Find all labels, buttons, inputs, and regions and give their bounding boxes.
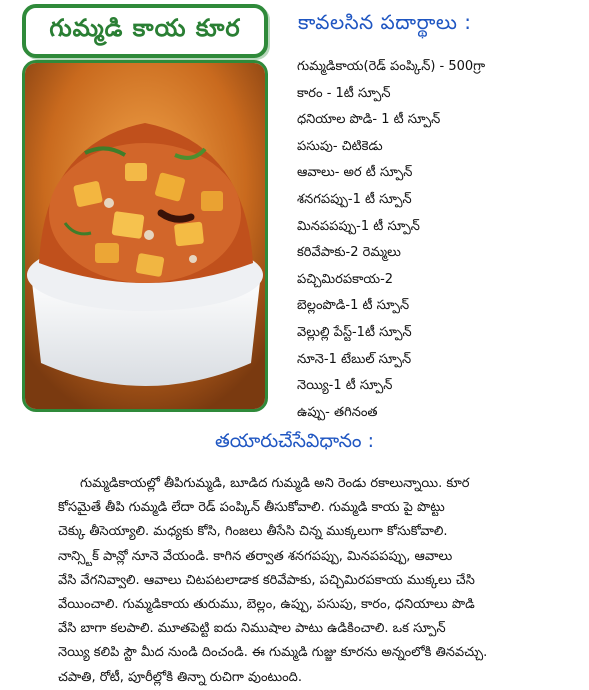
ingredient-item: నూనె-1 టేబుల్ స్పూన్	[297, 351, 412, 367]
ingredient-item: ఉప్పు- తగినంత	[297, 404, 378, 420]
method-line: చెక్కు తీసెయ్యాలి. మధ్యకు కోసి, గింజలు తీసేసి చిన్న ముక్కలుగా కోసుకోవాలి.	[58, 524, 448, 540]
method-line: వేసి వేగనివ్వాలి. ఆవాలు చిటపటలాడాక కరివేపాకు, పచ్చిమిరపకాయ ముక్కలు చేసి	[58, 572, 475, 588]
ingredient-item: శనగపప్పు-1 టీ స్పూన్	[297, 191, 412, 207]
ingredient-item: వెల్లుల్లి పేస్ట్-1టీ స్పూన్	[297, 324, 412, 340]
ingredient-item: కారం - 1టీ స్పూన్	[297, 85, 391, 101]
ingredient-item: ధనియాల పొడి- 1 టీ స్పూన్	[297, 112, 441, 128]
method-line: నెయ్యి కలిపి స్టౌ మీద నుండి దించండి. ఈ గుమ్మడి గుజ్జు కూరను అన్నంలోకి తినవచ్చు.	[58, 645, 488, 661]
recipe-title: గుమ్మడి కాయ కూర	[49, 14, 241, 42]
ingredient-item: నెయ్యి-1 టీ స్పూన్	[297, 378, 393, 394]
method-paragraph	[58, 472, 586, 690]
curry-bowl-image	[25, 63, 265, 409]
ingredient-item: ఆవాలు- అర టీ స్పూన్	[297, 165, 413, 181]
method-line: కోసమైతే తీపి గుమ్మడి లేదా రెడ్ పంప్కిన్ తీసుకోవాలి. గుమ్మడి కాయ పై పొట్టు	[58, 500, 445, 516]
method-line: నాన్స్టిక్ పాన్లో నూనె వేయండి. కాగిన తర్వాత శనగపప్పు, మినపపప్పు, ఆవాలు	[58, 548, 453, 564]
method-heading: తయారుచేసేవిధానం :	[214, 430, 375, 452]
ingredient-item: పచ్చిమిరపకాయ-2	[297, 271, 394, 287]
ingredient-item: కరివేపాకు-2 రెమ్మలు	[297, 245, 401, 261]
recipe-title-box	[22, 4, 268, 58]
ingredient-item: గుమ్మడికాయ(రెడ్ పంప్కిన్) - 500గ్రా	[297, 59, 486, 74]
ingredient-item: పసుపు- చిటికెడు	[297, 138, 383, 154]
ingredients-heading: కావలసిన పదార్థాలు :	[298, 10, 472, 34]
method-line: వేయించాలి. గుమ్మడికాయ తురుము, బెల్లం, ఉప్పు, పసుపు, కారం, ధనియాలు పొడి	[58, 596, 475, 612]
ingredients-list	[297, 54, 485, 426]
dish-photo	[22, 60, 268, 412]
method-line: గుమ్మడికాయల్లో తీపిగుమ్మడి, బూడిద గుమ్మడి అని రెండు రకాలున్నాయి. కూర	[80, 476, 470, 491]
ingredient-item: బెల్లంపొడి-1 టీ స్పూన్	[297, 298, 410, 314]
method-line: వేసి బాగా కలపాలి. మూతపెట్టి ఐదు నిముషాల పాటు ఉడికించాలి. ఒక స్పూన్	[58, 621, 446, 637]
method-line: చపాతి, రోటీ, పూరీల్లోకి తిన్నా రుచిగా వుంటుంది.	[58, 669, 302, 685]
ingredient-item: మినపపప్పు-1 టీ స్పూన్	[297, 218, 420, 234]
